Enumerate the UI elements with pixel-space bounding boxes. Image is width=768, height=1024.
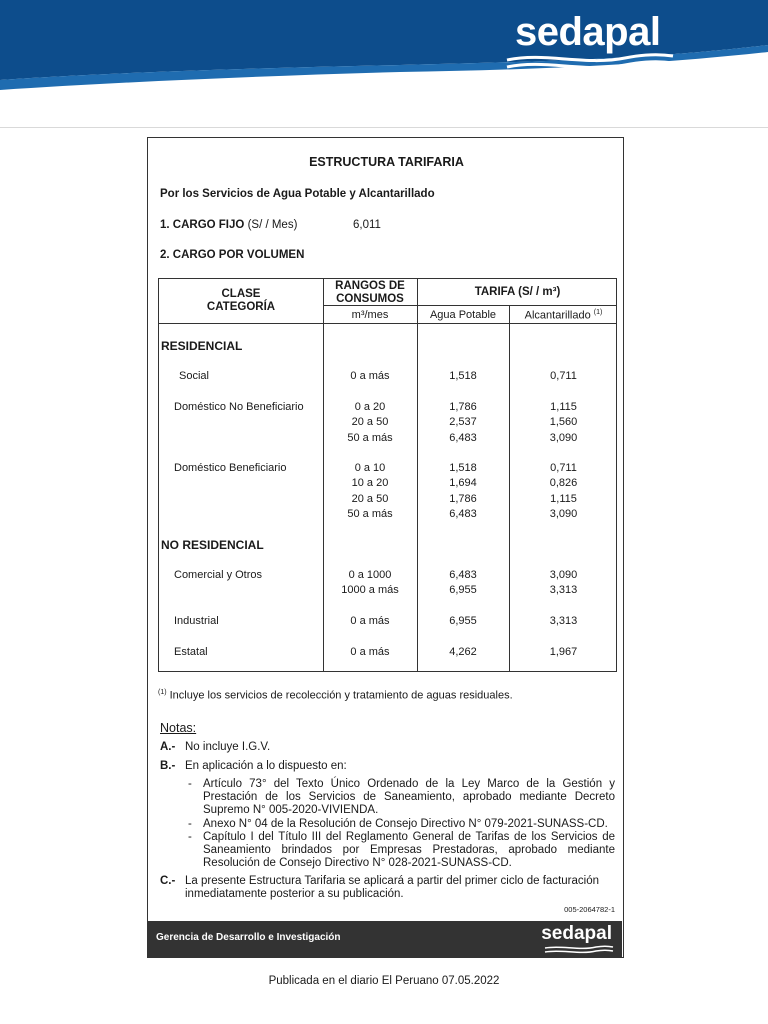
- notes-title: Notas:: [160, 721, 197, 735]
- note-b-item: Anexo N° 04 de la Resolución de Consejo Directivo N° 079-2021-SUNASS-CD.: [203, 818, 608, 830]
- header-clase: CLASE CATEGORÍA: [206, 288, 276, 313]
- group-residencial: RESIDENCIAL: [161, 339, 243, 353]
- alc-cell: 3,313: [549, 615, 578, 627]
- note-b-key: B.-: [160, 760, 176, 772]
- group-no-residencial: NO RESIDENCIAL: [161, 538, 264, 552]
- range-cell: 0 a 1000 1000 a más: [341, 569, 399, 597]
- cargo-fijo-label: 1. CARGO FIJO (S/ / Mes): [160, 219, 298, 231]
- header-rangos: RANGOS DE CONSUMOS: [335, 280, 405, 305]
- alc-cell: 3,090 3,313: [549, 569, 578, 597]
- sedapal-logo: sedapal: [515, 10, 661, 54]
- header-alcantarillado: Alcantarillado $^{(1)}$: [524, 309, 603, 322]
- alc-cell: 0,711: [550, 370, 577, 382]
- header-rangos-unit: m³/mes: [351, 309, 389, 321]
- range-cell: 0 a más: [350, 646, 390, 658]
- category-label: Comercial y Otros: [174, 569, 263, 581]
- footer-logo-icon: [544, 945, 614, 955]
- cargo-volumen-label: 2. CARGO POR VOLUMEN: [160, 249, 305, 261]
- agua-cell: 6,483 6,955: [449, 569, 477, 597]
- note-b-dash: -: [188, 818, 192, 830]
- agua-cell: 1,518 1,694 1,786 6,483: [449, 462, 477, 520]
- document-code: 005-2064782-1: [564, 905, 615, 914]
- note-a: No incluye I.G.V.: [185, 741, 271, 753]
- note-a-key: A.-: [160, 741, 176, 753]
- tariff-document: [147, 137, 624, 958]
- footer-text: Gerencia de Desarrollo e Investigación: [156, 932, 341, 943]
- note-b-dash: -: [188, 831, 192, 843]
- note-b-item: Capítulo I del Título III del Reglamento General de Tarifas de los Servicios de Saneamiento brindados por Empresas Prestadoras, aprobado mediante Resolución de Consejo Directivo N° 028-2021-SUNASS-CD.: [203, 831, 615, 870]
- document-title: ESTRUCTURA TARIFARIA: [309, 155, 464, 169]
- agua-cell: 4,262: [449, 646, 477, 658]
- category-label: Doméstico Beneficiario: [174, 462, 287, 474]
- note-c: La presente Estructura Tarifaria se aplicará a partir del primer ciclo de facturación inmediatamente posterior a su publicación.: [185, 875, 599, 901]
- footer-logo: sedapal: [541, 923, 612, 944]
- category-label: Estatal: [174, 646, 208, 658]
- header-divider: [0, 127, 768, 128]
- alc-cell: 1,967: [549, 646, 578, 658]
- range-cell: 0 a 20 20 a 50 50 a más: [347, 401, 393, 444]
- note-c-key: C.-: [160, 875, 176, 887]
- category-label: Social: [179, 370, 209, 382]
- header-tarifa: TARIFA (S/ / m³): [474, 286, 561, 298]
- note-b-dash: -: [188, 778, 192, 790]
- alc-cell: 1,115 1,560 3,090: [549, 401, 578, 444]
- range-cell: 0 a 10 10 a 20 20 a 50 50 a más: [347, 462, 393, 520]
- note-b-item: Artículo 73° del Texto Único Ordenado de la Ley Marco de la Gestión y Prestación de los Servicios de Saneamiento, aprobado mediante Decreto Supremo N° 005-2020-VIVIENDA.: [203, 778, 615, 817]
- tariff-table: [158, 278, 617, 672]
- agua-cell: 1,518: [449, 370, 477, 382]
- sedapal-logo-icon: [505, 52, 675, 78]
- note-b: En aplicación a lo dispuesto en:: [185, 760, 347, 772]
- header-agua: Agua Potable: [429, 309, 497, 321]
- agua-cell: 1,786 2,537 6,483: [449, 401, 477, 444]
- alc-cell: 0,711 0,826 1,115 3,090: [549, 462, 578, 520]
- range-cell: 0 a más: [350, 615, 390, 627]
- cargo-fijo-value: 6,011: [353, 219, 381, 231]
- footnote: $^{(1)}$ Incluye los servicios de recolección y tratamiento de aguas residuales.: [158, 689, 513, 702]
- range-cell: 0 a más: [350, 370, 390, 382]
- publication-note: Publicada en el diario El Peruano 07.05.2022: [268, 975, 500, 987]
- category-label: Industrial: [174, 615, 219, 627]
- agua-cell: 6,955: [449, 615, 477, 627]
- document-footer: [148, 921, 622, 957]
- document-subtitle: Por los Servicios de Agua Potable y Alcantarillado: [160, 188, 435, 200]
- category-label: Doméstico No Beneficiario: [174, 401, 304, 413]
